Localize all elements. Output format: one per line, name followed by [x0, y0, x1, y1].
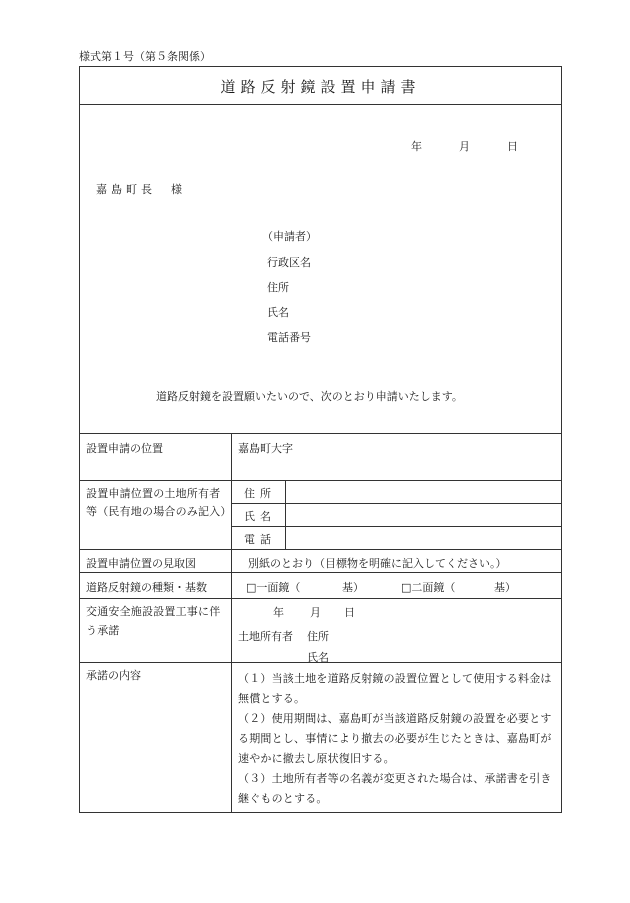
double-mirror-unit: 基） — [494, 581, 516, 594]
consent-item-2: （２）使用期間は、嘉島町が当該道路反射鏡の設置を必要とする期間とし、事情により撤去の必要が生じたときは、嘉島町が速やかに撤去し原状復旧する。 — [238, 712, 552, 765]
consent-address-label: 住所 — [307, 630, 329, 643]
double-mirror-option: □二面鏡（ — [401, 581, 456, 594]
row-divider — [80, 572, 561, 573]
map-label: 設置申請位置の見取図 — [86, 557, 196, 570]
request-statement: 道路反射鏡を設置願いたいので、次のとおり申請いたします。 — [156, 390, 463, 403]
owner-address-label: 住所 — [244, 487, 276, 500]
row-divider — [80, 480, 561, 481]
title-divider — [80, 104, 561, 105]
form-title: 道路反射鏡設置申請書 — [220, 78, 421, 96]
label-column-divider — [231, 433, 232, 813]
consent-content-label: 承諾の内容 — [86, 669, 141, 682]
owner-phone-label: 電話 — [244, 533, 276, 546]
location-value: 嘉島町大字 — [238, 442, 293, 455]
mirror-type-label: 道路反射鏡の種類・基数 — [86, 581, 207, 594]
consent-label: 交通安全施設設置工事に伴う承諾 — [86, 605, 221, 637]
date-month: 月 — [459, 140, 470, 153]
date-day: 日 — [507, 140, 518, 153]
consent-owner-label: 土地所有者 — [238, 630, 293, 643]
single-mirror-option: □一面鏡（ — [246, 581, 301, 594]
consent-name-label: 氏名 — [307, 651, 329, 664]
applicant-phone-label: 電話番号 — [267, 331, 311, 344]
row-divider — [80, 549, 561, 550]
date-year: 年 — [411, 140, 422, 153]
owner-label: 設置申請位置の土地所有者等（民有地の場合のみ記入） — [86, 487, 232, 518]
application-form — [79, 66, 562, 813]
applicant-address-label: 住所 — [267, 281, 289, 294]
consent-month: 月 — [310, 606, 321, 619]
consent-item-1: （１）当該土地を道路反射鏡の設置位置として使用する料金は無償とする。 — [238, 672, 552, 705]
form-number: 様式第１号（第５条関係） — [79, 50, 211, 63]
owner-subrow-divider — [231, 503, 561, 504]
consent-year: 年 — [273, 606, 284, 619]
row-divider — [80, 598, 561, 599]
consent-day: 日 — [344, 606, 355, 619]
owner-subrow-divider — [231, 526, 561, 527]
consent-item-3: （３）土地所有者等の名義が変更された場合は、承諾書を引き継ぐものとする。 — [238, 772, 552, 805]
location-label: 設置申請の位置 — [86, 442, 163, 455]
owner-name-label: 氏名 — [244, 510, 276, 523]
map-value: 別紙のとおり（目標物を明確に記入してください。） — [248, 557, 507, 570]
owner-subcolumn-divider — [285, 480, 286, 549]
table-top-border — [80, 433, 561, 434]
applicant-name-label: 氏名 — [267, 306, 289, 319]
addressee: 嘉島町長 様 — [96, 183, 186, 196]
applicant-heading: （申請者） — [262, 230, 317, 243]
single-mirror-unit: 基） — [342, 581, 364, 594]
applicant-district-label: 行政区名 — [267, 256, 311, 269]
